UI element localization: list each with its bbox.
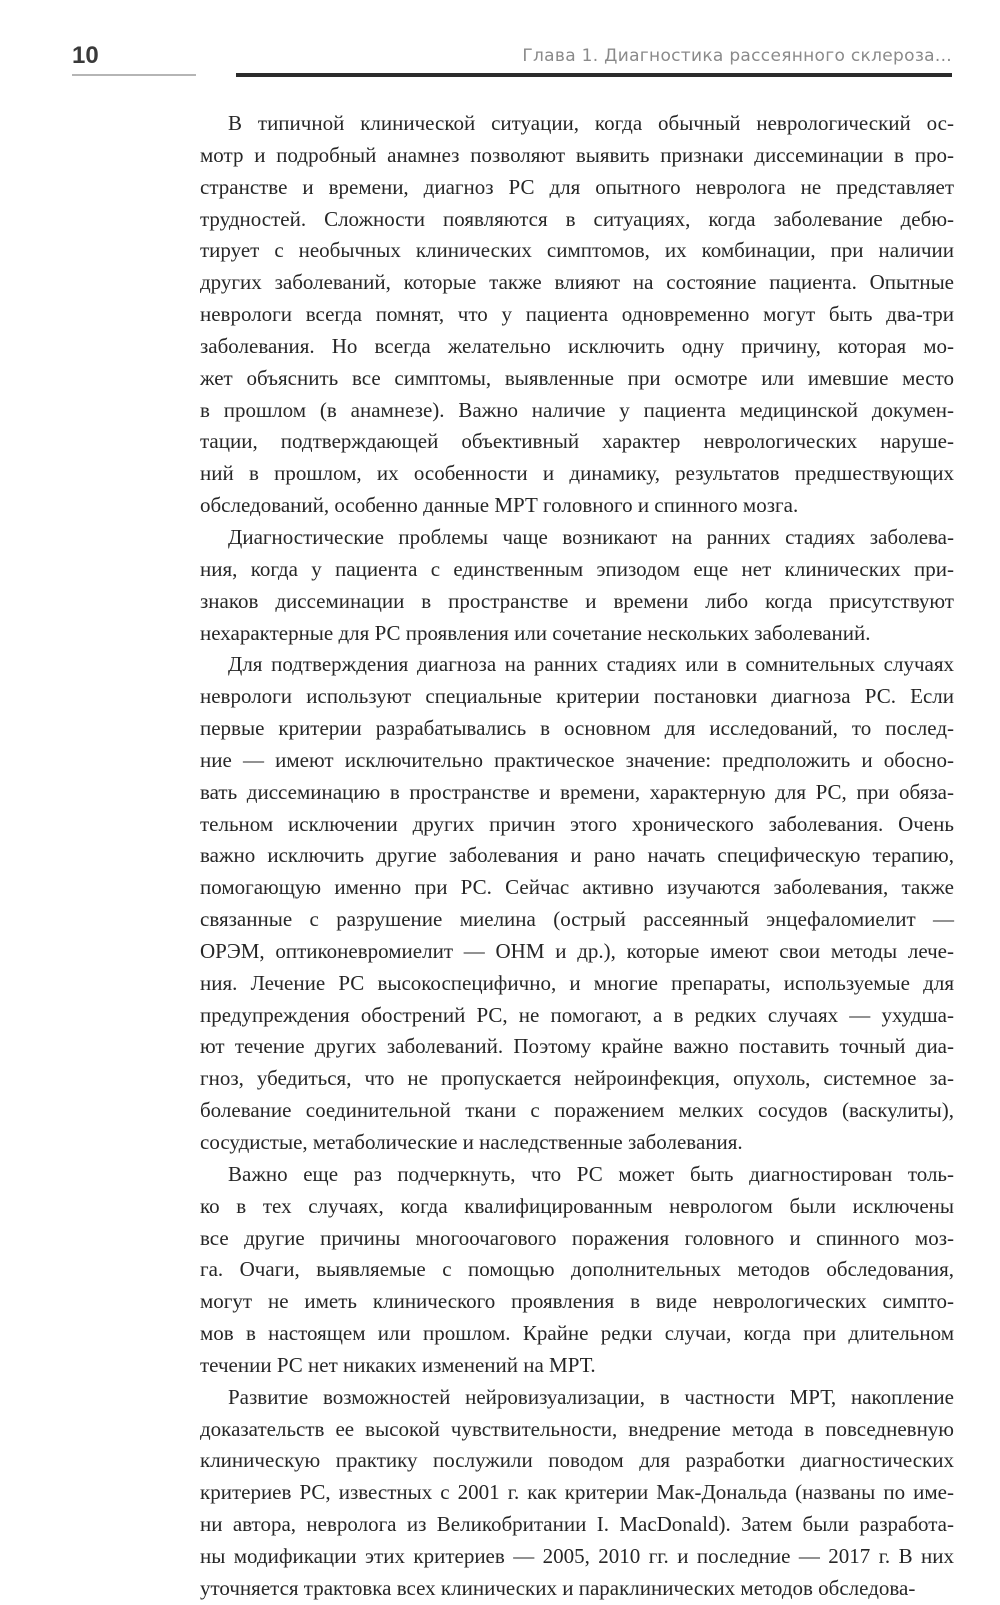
text-line: нехарактерные для РС проявления или сочетание нескольких заболеваний. [200, 620, 871, 645]
text-line: заболевания. Но всегда желательно исключить одну причину, которая мо- [200, 333, 954, 358]
text-line: клиническую практику послужили поводом для разработки диагностических [200, 1448, 954, 1473]
text-line: могут не иметь клинического проявления в виде неврологических симпто- [200, 1289, 954, 1314]
text-line: неврологи используют специальные критерии постановки диагноза РС. Если [200, 684, 954, 709]
text-line: обследований, особенно данные МРТ головного и спинного мозга. [200, 493, 799, 518]
text-line: ОРЭМ, оптиконевромиелит — ОНМ и др.), которые имеют свои методы лече- [200, 938, 954, 963]
paragraph [200, 108, 954, 522]
text-line: ние — имеют исключительно практическое значение: предположить и обосно- [200, 747, 954, 772]
paragraph [200, 1159, 954, 1382]
text-line: тельном исключении других причин этого хронического заболевания. Очень [200, 811, 954, 836]
text-line: сосудистые, метаболические и наследственные заболевания. [200, 1130, 743, 1154]
text-line: течении РС нет никаких изменений на МРТ. [200, 1352, 596, 1377]
text-line: Развитие возможностей нейровизуализации, в частности МРТ, накопление [228, 1384, 954, 1409]
page-number: 10 [72, 42, 99, 69]
paragraph [200, 1382, 954, 1605]
text-line: странстве и времени, диагноз РС для опытного невролога не представляет [200, 174, 954, 199]
header-rule [236, 73, 952, 77]
paragraph [200, 522, 954, 649]
text-line: ни автора, невролога из Великобритании I. MacDonald). Затем были разработа- [200, 1512, 954, 1537]
text-line: гноз, убедиться, что не пропускается нейроинфекция, опухоль, системное за- [200, 1066, 954, 1091]
text-line: неврологи всегда помнят, что у пациента одновременно могут быть два-три [200, 302, 954, 327]
text-line: ют течение других заболеваний. Поэтому крайне важно поставить точный диа- [200, 1034, 954, 1059]
text-line: ны модификации этих критериев — 2005, 2010 гг. и последние — 2017 г. В них [200, 1543, 954, 1568]
text-line: важно исключить другие заболевания и рано начать специфическую терапию, [200, 843, 954, 868]
text-line: связанные с разрушение миелина (острый рассеянный энцефаломиелит — [200, 907, 954, 932]
text-line: других заболеваний, которые также влияют на состояние пациента. Опытные [200, 270, 954, 295]
text-line: ния. Лечение РС высокоспецифично, и многие препараты, используемые для [200, 970, 954, 995]
text-line: критериев РС, известных с 2001 г. как критерии Мак-Дональда (названы по име- [200, 1480, 954, 1505]
text-line: В типичной клинической ситуации, когда обычный неврологический ос- [228, 111, 954, 135]
text-line: га. Очаги, выявляемые с помощью дополнительных методов обследования, [200, 1257, 954, 1282]
text-line: в прошлом (в анамнезе). Важно наличие у пациента медицинской докумен- [200, 397, 954, 422]
text-line: мотр и подробный анамнез позволяют выявить признаки диссеминации в про- [200, 142, 954, 167]
text-line: вать диссеминацию в пространстве и времени, характерную для РС, при обяза- [200, 779, 954, 804]
text-line: доказательств ее высокой чувствительности, внедрение метода в повседневную [200, 1416, 954, 1441]
paragraph [200, 649, 954, 1159]
running-head: Глава 1. Диагностика рассеянного склероза... [522, 46, 952, 66]
page-number-underline [72, 74, 196, 76]
text-line: ко в тех случаях, когда квалифицированным неврологом были исключены [200, 1193, 954, 1218]
text-line: Важно еще раз подчеркнуть, что РС может быть диагностирован толь- [228, 1161, 954, 1186]
text-line: мов в настоящем или прошлом. Крайне редки случаи, когда при длительном [200, 1321, 954, 1346]
text-line: знаков диссеминации в пространстве и времени либо когда присутствуют [200, 588, 954, 613]
text-line: помогающую именно при РС. Сейчас активно изучаются заболевания, также [200, 875, 954, 900]
text-line: первые критерии разрабатывались в основном для исследований, то послед- [200, 716, 954, 741]
text-line: тирует с необычных клинических симптомов, их комбинации, при наличии [200, 238, 954, 263]
text-line: уточняется трактовка всех клинических и параклинических методов обследова- [200, 1575, 916, 1600]
text-line: болевание соединительной ткани с поражением мелких сосудов (васкулиты), [200, 1098, 954, 1123]
text-line: Диагностические проблемы чаще возникают на ранних стадиях заболева- [228, 524, 954, 549]
text-line: предупреждения обострений РС, не помогают, а в редких случаях — ухудша- [200, 1002, 954, 1027]
text-line: тации, подтверждающей объективный характер неврологических наруше- [200, 429, 954, 454]
text-line: все другие причины многоочагового поражения головного и спинного моз- [200, 1225, 954, 1250]
text-line: трудностей. Сложности появляются в ситуациях, когда заболевание дебю- [200, 206, 954, 231]
page-header [0, 0, 1000, 90]
body-text [200, 108, 954, 1605]
text-line: ния, когда у пациента с единственным эпизодом еще нет клинических при- [200, 556, 954, 581]
text-line: жет объяснить все симптомы, выявленные при осмотре или имевшие место [200, 365, 954, 390]
text-line: Для подтверждения диагноза на ранних стадиях или в сомнительных случаях [228, 652, 954, 677]
text-line: ний в прошлом, их особенности и динамику, результатов предшествующих [200, 461, 954, 486]
